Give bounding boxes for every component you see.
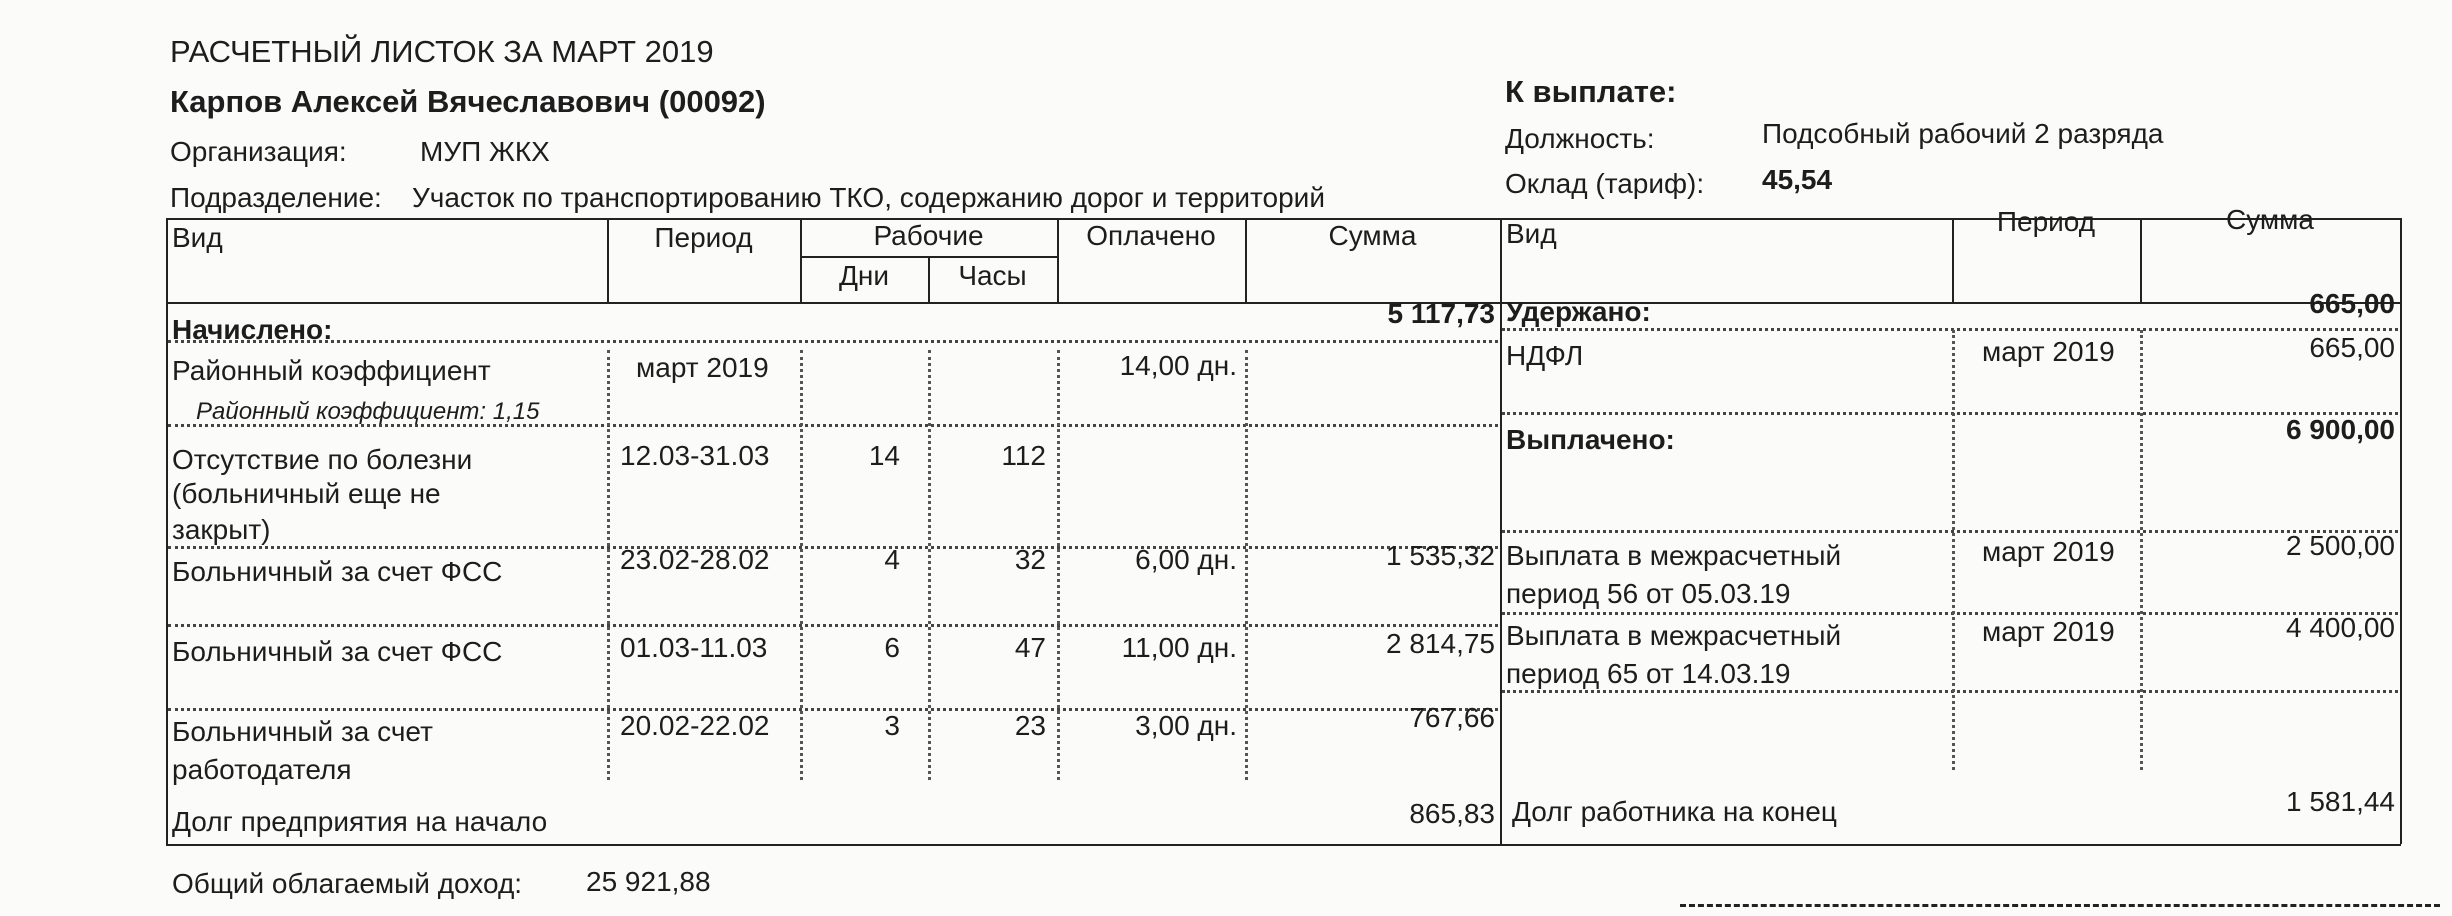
row-sum: 767,66 [1409, 702, 1495, 733]
header-hours: Часы [958, 260, 1027, 291]
row-paid: 14,00 дн. [1119, 350, 1237, 381]
salary-label: Оклад (тариф): [1505, 168, 1705, 199]
paid-label: Выплачено: [1506, 424, 1675, 455]
table-left-border [166, 218, 168, 844]
employee-debt-label: Долг работника на конец [1512, 796, 1837, 827]
row-name-line: (больничный еще не [172, 478, 441, 509]
col-separator [928, 350, 931, 780]
row-note: Районный коэффициент: 1,15 [196, 398, 540, 425]
paid-row-sum: 2 500,00 [2286, 530, 2395, 561]
row-period: 12.03-31.03 [620, 440, 770, 471]
row-period: 23.02-28.02 [620, 544, 770, 575]
row-name-line: работодателя [172, 754, 352, 785]
position-value: Подсобный рабочий 2 разряда [1762, 118, 2164, 149]
row-days: 6 [884, 632, 900, 663]
col-separator [2140, 330, 2143, 770]
row-separator [1502, 690, 2398, 693]
paid-row-line: Выплата в межрасчетный [1506, 540, 1842, 571]
table-right-border [2400, 218, 2402, 844]
position-label: Должность: [1505, 123, 1655, 154]
cut-line [1680, 904, 2440, 907]
paid-total: 6 900,00 [2286, 414, 2395, 445]
header-paid: Оплачено [1086, 220, 1216, 251]
row-period: 20.02-22.02 [620, 710, 770, 741]
right-header-period: Период [1996, 206, 2096, 237]
row-days: 3 [884, 710, 900, 741]
table-bottom-border [166, 844, 2401, 846]
row-name: Больничный за счет ФСС [172, 636, 503, 667]
col-separator [607, 350, 610, 780]
employee-name: Карпов Алексей Вячеславович (00092) [170, 84, 766, 119]
org-label: Организация: [170, 136, 347, 167]
row-period: март 2019 [636, 352, 769, 383]
paid-row-line: Выплата в межрасчетный [1506, 620, 1842, 651]
row-paid: 3,00 дн. [1135, 710, 1237, 741]
document-title: РАСЧЕТНЫЙ ЛИСТОК ЗА МАРТ 2019 [170, 34, 714, 69]
header-sum: Сумма [1328, 220, 1417, 251]
row-name-line: закрыт) [172, 514, 271, 545]
row-name: Больничный за счет ФСС [172, 556, 503, 587]
row-hours: 47 [1014, 632, 1046, 663]
row-hours: 23 [1014, 710, 1046, 741]
header-days: Дни [838, 260, 890, 291]
payable-label: К выплате: [1505, 74, 1677, 109]
col-separator [1952, 330, 1955, 770]
row-name-line: Больничный за счет [172, 716, 433, 747]
withheld-label: Удержано: [1506, 296, 1651, 327]
col-separator [800, 350, 803, 780]
paid-row-period: март 2019 [1982, 616, 2115, 647]
col-separator [1057, 350, 1060, 780]
employer-debt-value: 865,83 [1409, 798, 1495, 829]
taxable-income-label: Общий облагаемый доход: [172, 868, 523, 899]
row-sum: 1 535,32 [1386, 540, 1495, 571]
row-hours: 112 [1001, 440, 1046, 471]
header-period: Период [654, 222, 753, 253]
header-vid: Вид [172, 222, 223, 253]
employee-debt-value: 1 581,44 [2286, 786, 2395, 817]
org-value: МУП ЖКХ [420, 136, 550, 167]
col-separator [1245, 350, 1248, 780]
accrued-label: Начислено: [172, 314, 333, 345]
withheld-row-name: НДФЛ [1506, 340, 1584, 371]
row-separator [168, 340, 1498, 343]
row-name-line: Отсутствие по болезни [172, 444, 473, 475]
paid-row-line: период 56 от 05.03.19 [1506, 578, 1791, 609]
header-working: Рабочие [873, 220, 984, 251]
paid-row-period: март 2019 [1982, 536, 2115, 567]
paid-row-sum: 4 400,00 [2286, 612, 2395, 643]
accrued-total: 5 117,73 [1387, 298, 1495, 329]
row-separator [1502, 328, 2398, 331]
taxable-income-value: 25 921,88 [586, 866, 711, 897]
withheld-row-sum: 665,00 [2309, 332, 2395, 363]
row-sum: 2 814,75 [1386, 628, 1495, 659]
salary-value: 45,54 [1762, 164, 1833, 195]
right-header-vid: Вид [1506, 218, 1557, 249]
division-label: Подразделение: [170, 182, 382, 213]
row-paid: 11,00 дн. [1121, 632, 1237, 663]
division-value: Участок по транспортированию ТКО, содержанию дорог и территорий [412, 182, 1325, 213]
right-header-sum: Сумма [2226, 204, 2314, 235]
row-days: 4 [884, 544, 900, 575]
withheld-row-period: март 2019 [1982, 336, 2115, 367]
row-name: Районный коэффициент [172, 355, 491, 386]
paid-row-line: период 65 от 14.03.19 [1506, 658, 1791, 689]
row-days: 14 [868, 440, 900, 471]
withheld-total: 665,00 [2309, 288, 2395, 319]
row-hours: 32 [1014, 544, 1046, 575]
employer-debt-label: Долг предприятия на начало [172, 806, 548, 837]
row-paid: 6,00 дн. [1135, 544, 1237, 575]
row-period: 01.03-11.03 [620, 632, 768, 663]
row-separator [168, 624, 1498, 627]
row-separator [168, 424, 1498, 427]
